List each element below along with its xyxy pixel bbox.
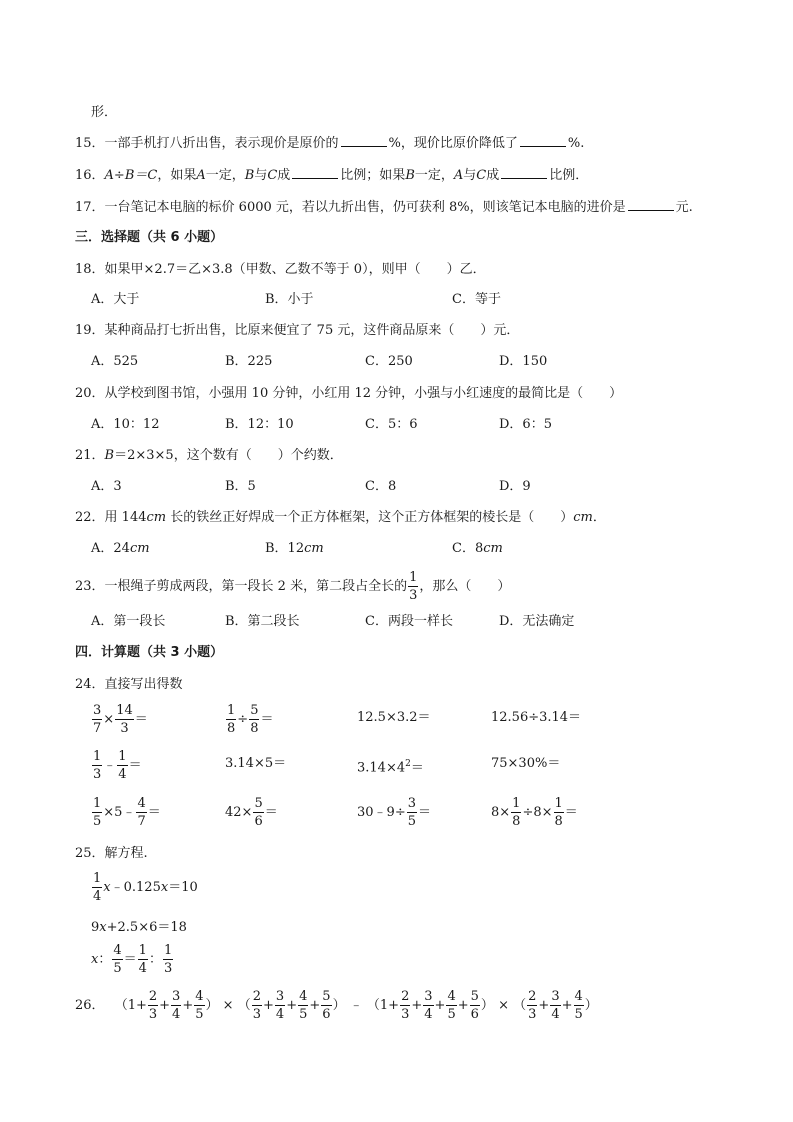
option-d[interactable]: D．无法确定 — [499, 614, 575, 629]
calc-item: 42× $\frac{5}{6}$ ＝ — [225, 796, 278, 829]
fraction: $\frac{1}{3}$ — [409, 570, 418, 603]
option-b[interactable]: B．5 — [225, 479, 256, 494]
answer-blank[interactable] — [520, 134, 566, 147]
option-b[interactable]: B．第二段长 — [225, 614, 300, 629]
question-25: 25．解方程. — [75, 846, 148, 861]
section-heading-calculation: 四．计算题（共 3 小题） — [75, 645, 224, 660]
question-15: 15．一部手机打八折出售，表示现价是原价的 %，现价比原价降低了 %. — [75, 136, 585, 151]
option-a[interactable]: A．3 — [91, 479, 122, 494]
section-heading-choice: 三．选择题（共 6 小题） — [75, 230, 224, 245]
answer-blank[interactable] — [292, 166, 338, 179]
option-c[interactable]: C．250 — [365, 354, 413, 369]
equation-1: $\frac{1}{4}$ x﹣0.125x＝10 — [93, 871, 198, 904]
option-a[interactable]: A．大于 — [91, 292, 140, 307]
option-d[interactable]: D．9 — [499, 479, 531, 494]
option-d[interactable]: D．150 — [499, 354, 548, 369]
question-26: 26． （1+ $\frac{2}{3}$ + $\frac{3}{4}$ + $\frac{4}{5}$ ） × （ $\frac{2}{3}$ + $\frac{3}{4}$ + $\frac{4}{5}$ + $\frac{5}{6}$ ） ﹣ （1+ $\frac{2}{3}$ + $\frac{3}{4}$ + $\frac{4}{5}$ + $\frac{5}{6}$ ） × （ $\frac{2}{3}$ + $\frac{3}{4}$ + $\frac{4}{5}$ ） — [75, 989, 598, 1022]
option-a[interactable]: A．24cm — [91, 541, 150, 556]
calc-item: 8× $\frac{1}{8}$ ÷8× $\frac{1}{8}$ ＝ — [491, 796, 578, 829]
equation-2: 9x+2.5×6＝18 — [91, 920, 187, 935]
calc-item: 30﹣9÷ $\frac{3}{5}$ ＝ — [357, 796, 432, 829]
calc-item: 12.5×3.2＝ — [357, 710, 431, 725]
option-b[interactable]: B．225 — [225, 354, 273, 369]
calc-item: 75×30%＝ — [491, 756, 561, 771]
option-a[interactable]: A．525 — [91, 354, 139, 369]
option-b[interactable]: B．小于 — [265, 292, 314, 307]
equation-3: x： $\frac{4}{5}$ ＝ $\frac{1}{4}$ ： $\frac{1}{3}$ — [91, 943, 173, 976]
question-20: 20．从学校到图书馆，小强用 10 分钟，小红用 12 分钟，小强与小红速度的最简比是（ ） — [75, 386, 623, 401]
option-c[interactable]: C．5：6 — [365, 417, 418, 432]
calc-item: $\frac{1}{5}$ ×5﹣ $\frac{4}{7}$ ＝ — [93, 796, 161, 829]
calc-item: $\frac{3}{7}$ × $\frac{14}{3}$ ＝ — [93, 703, 148, 736]
answer-blank[interactable] — [628, 198, 674, 211]
option-c[interactable]: C．两段一样长 — [365, 614, 453, 629]
option-c[interactable]: C．8 — [365, 479, 397, 494]
answer-blank[interactable] — [341, 134, 387, 147]
continued-text: 形． — [91, 105, 118, 120]
question-16: 16．A÷B＝C，如果A一定，B与C成 比例；如果B一定，A与C成 比例． — [75, 168, 589, 183]
option-c[interactable]: C．等于 — [452, 292, 501, 307]
calc-item: 3.14×5＝ — [225, 756, 287, 771]
option-b[interactable]: B．12cm — [265, 541, 324, 556]
calc-item: 12.56÷3.14＝ — [491, 710, 582, 725]
question-17: 17．一台笔记本电脑的标价 6000 元，若以九折出售，仍可获利 8%，则该笔记本电脑的进价是 元. — [75, 200, 693, 215]
option-a[interactable]: A．10：12 — [91, 417, 160, 432]
question-19: 19．某种商品打七折出售，比原来便宜了 75 元，这件商品原来（ ）元． — [75, 323, 520, 338]
answer-blank[interactable] — [501, 166, 547, 179]
option-b[interactable]: B．12：10 — [225, 417, 294, 432]
calc-item: $\frac{1}{8}$ ÷ $\frac{5}{8}$ ＝ — [227, 703, 274, 736]
question-21: 21．B＝2×3×5，这个数有（ ）个约数． — [75, 448, 343, 463]
question-18: 18．如果甲×2.7＝乙×3.8（甲数、乙数不等于 0），则甲（ ）乙． — [75, 262, 486, 277]
calc-item: $3.14\times 4^2=$ — [357, 759, 424, 776]
option-a[interactable]: A．第一段长 — [91, 614, 166, 629]
question-22: 22．用 144cm 长的铁丝正好焊成一个正方体框架，这个正方体框架的棱长是（ ）cm． — [75, 510, 606, 525]
question-24: 24．直接写出得数 — [75, 677, 183, 692]
option-c[interactable]: C．8cm — [452, 541, 503, 556]
option-d[interactable]: D．6：5 — [499, 417, 552, 432]
calc-item: $\frac{1}{3}$ ﹣ $\frac{1}{4}$ ＝ — [93, 749, 142, 782]
question-23: 23．一根绳子剪成两段，第一段长 2 米，第二段占全长的 $\frac{1}{3}$ ，那么（ ） — [75, 570, 511, 603]
